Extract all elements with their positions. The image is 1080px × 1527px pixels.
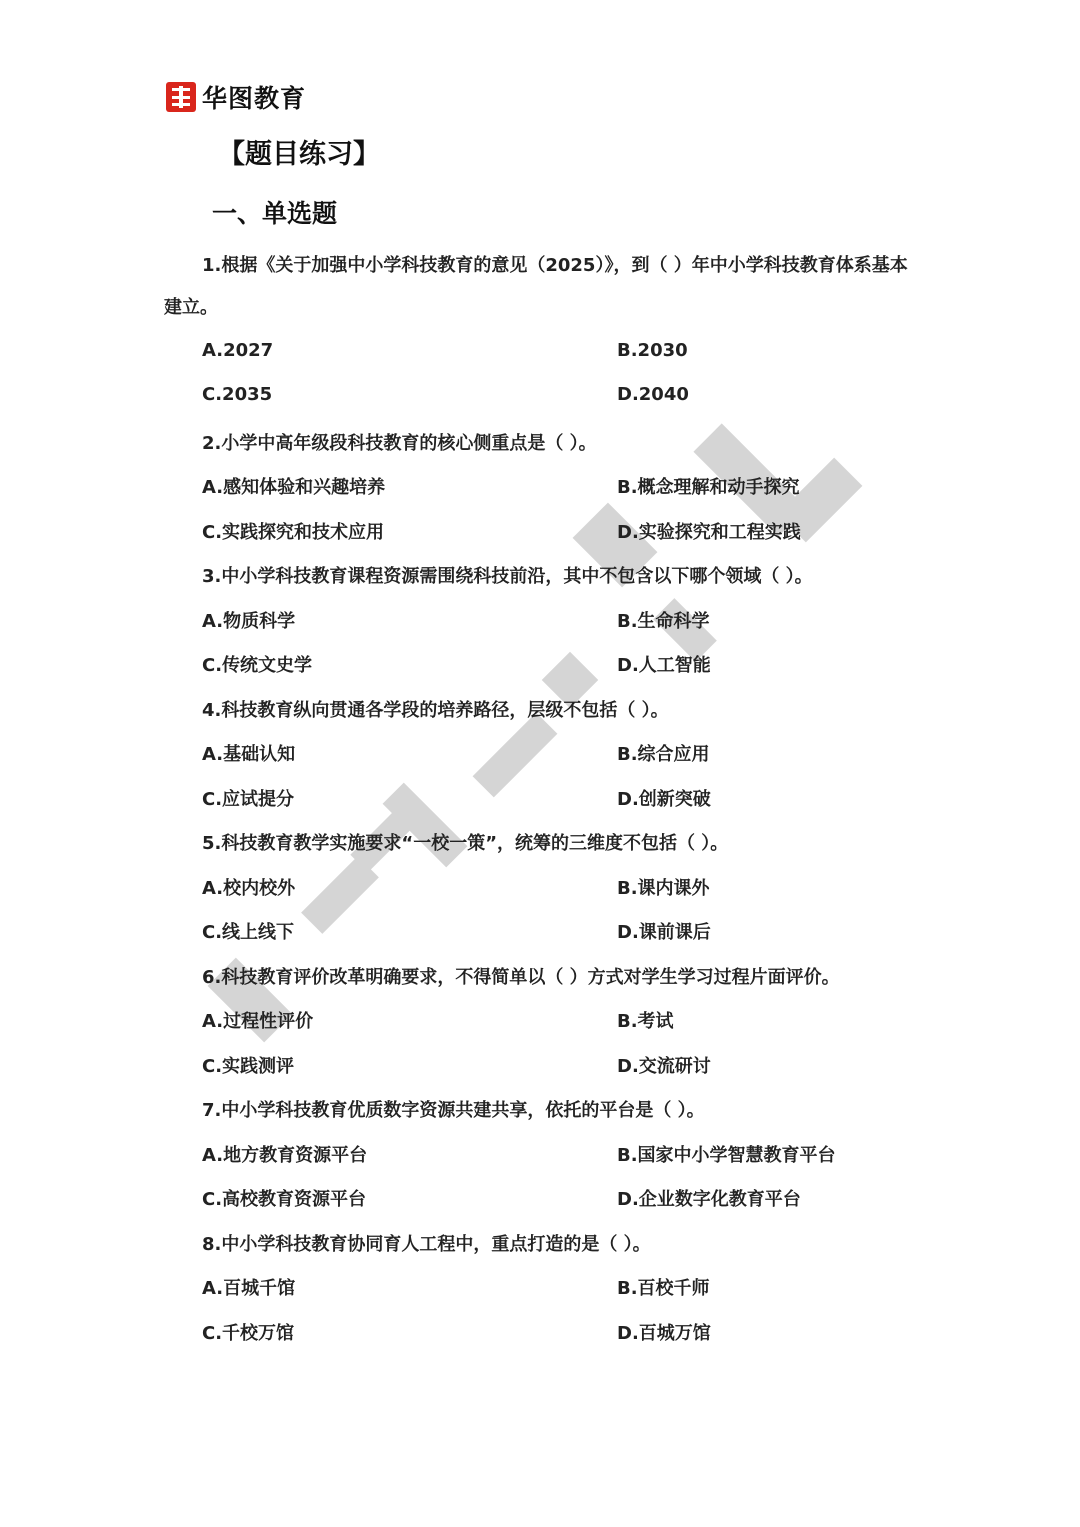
question-6-option-b: B.考试 [617,1011,674,1032]
question-7-stem: 7.中小学科技教育优质数字资源共建共享，依托的平台是（ ）。 [202,1100,705,1121]
question-8-option-c: C.千校万馆 [202,1323,295,1344]
question-7-option-d: D.企业数字化教育平台 [617,1189,801,1210]
question-6-option-a: A.过程性评价 [202,1011,314,1032]
question-3-stem: 3.中小学科技教育课程资源需围绕科技前沿，其中不包含以下哪个领域（ ）。 [202,566,813,587]
question-7-option-b: B.国家中小学智慧教育平台 [617,1145,836,1166]
question-8-option-d: D.百城万馆 [617,1323,711,1344]
question-6-stem: 6.科技教育评价改革明确要求，不得简单以（ ）方式对学生学习过程片面评价。 [202,967,840,988]
question-8-option-b: B.百校千师 [617,1278,710,1299]
question-4-option-b: B.综合应用 [617,744,710,765]
question-2-option-a: A.感知体验和兴趣培养 [202,477,386,498]
question-5-option-d: D.课前课后 [617,922,711,943]
brand-logo-icon [166,82,196,112]
question-3-option-a: A.物质科学 [202,611,296,632]
question-5-option-a: A.校内校外 [202,878,296,899]
question-2-option-b: B.概念理解和动手探究 [617,477,800,498]
question-4-stem: 4.科技教育纵向贯通各学段的培养路径，层级不包括（ ）。 [202,700,669,721]
question-3-option-b: B.生命科学 [617,611,710,632]
question-5-option-c: C.线上线下 [202,922,295,943]
question-2-stem: 2.小学中高年级段科技教育的核心侧重点是（ ）。 [202,433,597,454]
question-1-option-a: A.2027 [202,340,274,361]
question-7-option-a: A.地方教育资源平台 [202,1145,368,1166]
page-title: 【题目练习】 [218,139,380,170]
question-2-option-d: D.实验探究和工程实践 [617,522,801,543]
question-1-option-d: D.2040 [617,384,689,405]
question-5-stem: 5.科技教育教学实施要求“一校一策”，统筹的三维度不包括（ ）。 [202,833,729,854]
question-4-option-c: C.应试提分 [202,789,295,810]
section-title: 一、单选题 [212,199,338,228]
question-2-option-c: C.实践探究和技术应用 [202,522,385,543]
question-6-option-c: C.实践测评 [202,1056,295,1077]
question-1-stem: 1.根据《关于加强中小学科技教育的意见（2025）》，到（ ）年中小学科技教育体系基本建立。 [164,255,908,318]
question-7-option-c: C.高校教育资源平台 [202,1189,367,1210]
question-3-option-c: C.传统文史学 [202,655,313,676]
question-8-option-a: A.百城千馆 [202,1278,296,1299]
brand-name: 华图教育 [202,84,307,113]
question-4-option-d: D.创新突破 [617,789,711,810]
question-5-option-b: B.课内课外 [617,878,710,899]
question-6-option-d: D.交流研讨 [617,1056,711,1077]
question-1-option-b: B.2030 [617,340,688,361]
question-3-option-d: D.人工智能 [617,655,711,676]
question-1-option-c: C.2035 [202,384,273,405]
question-8-stem: 8.中小学科技教育协同育人工程中，重点打造的是（ ）。 [202,1234,651,1255]
question-4-option-a: A.基础认知 [202,744,296,765]
brand-logo [166,80,306,114]
